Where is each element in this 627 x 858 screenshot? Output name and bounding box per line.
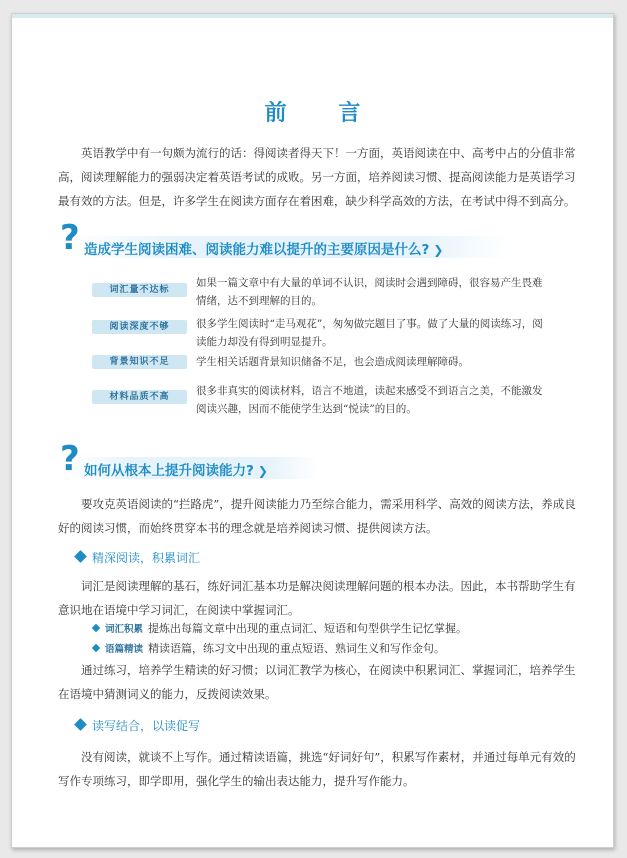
chevron-right-icon: ❯	[433, 243, 444, 257]
reason-tag: 背景知识不足	[92, 355, 187, 369]
document-page	[11, 13, 614, 848]
diamond-icon	[74, 718, 87, 731]
question-mark-icon: ?	[60, 218, 80, 258]
subsection2-paragraph: 没有阅读，就谈不上写作。通过精读语篇，挑选“好词好句”，积累写作素材，并通过每单元有效的写作专项练习，即学即用，强化学生的输出表达能力，提升写作能力。	[58, 750, 576, 788]
diamond-icon	[74, 550, 87, 563]
diamond-bullet-icon	[92, 644, 100, 652]
subsection1-paragraph: 词汇是阅读理解的基石，练好词汇基本功是解决阅读理解问题的根本办法。因此，本书帮助学生有意识地在语境中学习词汇，在阅读中掌握词汇。	[58, 579, 576, 617]
bullet-item: 语篇精读 精读语篇，练习文中出现的重点短语、熟词生义和写作金句。	[93, 639, 583, 660]
reason-tag: 阅读深度不够	[92, 320, 187, 334]
reason-tag: 材料品质不高	[92, 390, 187, 404]
reason-desc: 如果一篇文章中有大量的单词不认识，阅读时会遇到障碍，很容易产生畏难情绪，达不到理解的目的。	[196, 277, 543, 307]
intro-paragraph: 英语教学中有一句颇为流行的话：得阅读者得天下！一方面，英语阅读在中、高考中占的分值非常高，阅读理解能力的强弱决定着英语考试的成败。另一方面，培养阅读习惯、提高阅读能力是英语学习最有效的方法。但是，许多学生在阅读方面存在着困难，缺少科学高效的方法，在考试中得不到高分。	[58, 146, 576, 208]
reason-desc: 很多非真实的阅读材料，语言不地道，读起来感受不到语言之美，不能激发阅读兴趣，因而不能使学生达到“悦读”的目的。	[196, 385, 543, 415]
section1-heading: 造成学生阅读困难、阅读能力难以提升的主要原因是什么?	[84, 242, 430, 258]
page-title: 前 言	[264, 101, 383, 126]
question-mark-icon: ?	[60, 439, 80, 479]
section2-heading: 如何从根本上提升阅读能力?	[84, 463, 254, 479]
reason-tag: 词汇量不达标	[92, 283, 187, 297]
section1-banner	[58, 218, 508, 262]
section2-intro: 要攻克英语阅读的“拦路虎”，提升阅读能力乃至综合能力，需采用科学、高效的阅读方法，养成良好的阅读习惯，而始终贯穿本书的理念就是培养阅读习惯、提供阅读方法。	[58, 497, 576, 535]
subsection1-paragraph2: 通过练习，培养学生精读的好习惯；以词汇教学为核心，在阅读中积累词汇、掌握词汇，培养学生在语境中猜测词义的能力，反拨阅读效果。	[58, 663, 576, 701]
section2-banner	[58, 439, 318, 483]
subsection1-heading: 精深阅读，积累词汇	[76, 549, 200, 566]
chevron-right-icon: ❯	[257, 464, 268, 478]
subsection2-heading: 读写结合，以读促写	[76, 717, 200, 734]
top-rule	[12, 14, 613, 18]
bullet-item: 词汇积累 提炼出每篇文章中出现的重点词汇、短语和句型供学生记忆掌握。	[93, 619, 583, 640]
reason-desc: 学生相关话题背景知识储备不足，也会造成阅读理解障碍。	[196, 356, 469, 368]
diamond-bullet-icon	[92, 624, 100, 632]
reason-desc: 很多学生阅读时“走马观花”，匆匆做完题目了事。做了大量的阅读练习，阅读能力却没有得到明显提升。	[196, 318, 543, 348]
